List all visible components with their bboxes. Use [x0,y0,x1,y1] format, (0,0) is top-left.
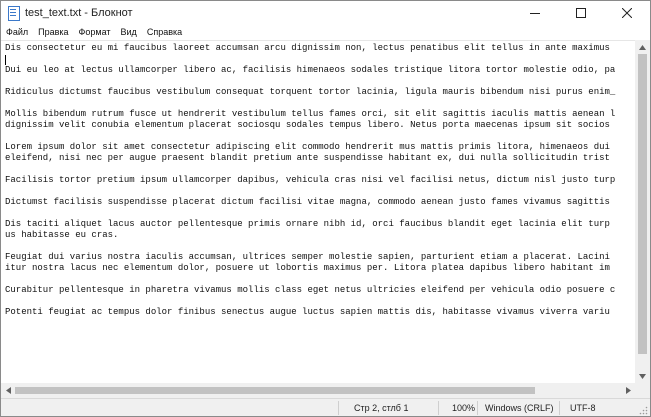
text-line[interactable]: Potenti feugiat ac tempus dolor finibus senectus augue luctus sapien mattis dis, habitasse vivamus viverra variu [5,307,610,317]
window-title: test_text.txt - Блокнот [25,7,133,19]
text-line[interactable] [5,241,635,252]
text-editor[interactable] [1,40,635,384]
menu-format[interactable]: Формат [78,27,111,37]
menu-edit[interactable]: Правка [38,27,69,37]
text-line[interactable]: Ridiculus dictumst faucibus vestibulum consequat torquent tortor lacinia, ligula mauris bibendum nisi purus enim_ [5,87,616,97]
text-line[interactable]: Feugiat dui varius nostra iaculis accumsan, ultrices semper molestie sapien, parturient etiam a placerat. Lacini [5,252,610,262]
text-line[interactable]: us habitasse eu cras. [5,230,119,240]
maximize-icon [576,8,586,18]
notepad-icon [7,6,19,20]
text-line[interactable] [5,54,635,65]
status-encoding: UTF-8 [570,403,596,413]
text-line[interactable]: Dis taciti aliquet lacus auctor pellentesque primis ornare nibh id, orci faucibus blandit eget lacinia elit turp [5,219,610,229]
minimize-icon [530,8,540,18]
maximize-button[interactable] [558,1,604,25]
text-line[interactable] [5,274,635,285]
text-line[interactable]: Mollis bibendum rutrum fusce ut hendrerit vestibulum tellus fames orci, sit elit sagittis iaculis mattis aenean l [5,109,616,119]
close-button[interactable] [604,1,650,25]
text-line[interactable]: Lorem ipsum dolor sit amet consectetur adipiscing elit commodo hendrerit mus mattis primis litora, himenaeos dui [5,142,610,152]
title-bar[interactable] [1,1,650,25]
status-zoom: 100% [452,403,476,413]
close-icon [622,8,632,18]
scrollbar-corner [635,383,650,398]
menu-file[interactable]: Файл [6,27,29,37]
text-line[interactable]: Dictumst facilisis suspendisse placerat dictum facilisi vitae magna, commodo aenean justo fames vivamus sagittis [5,197,610,207]
menu-bar [1,25,650,40]
horizontal-scrollbar[interactable] [1,383,635,398]
window-controls [512,1,650,25]
vertical-scroll-thumb[interactable] [638,54,647,354]
text-line[interactable] [5,76,635,87]
text-line[interactable] [5,208,635,219]
text-line[interactable] [5,131,635,142]
status-separator [338,401,339,415]
status-separator [438,401,439,415]
text-line[interactable] [5,186,635,197]
minimize-button[interactable] [512,1,558,25]
status-line-ending: Windows (CRLF) [485,403,554,413]
text-line[interactable]: dignissim velit conubia elementum placerat sociosqu sodales tempus libero. Netus porta maecenas ipsum sit socios [5,120,610,130]
text-line[interactable] [5,164,635,175]
scroll-right-button[interactable] [621,383,635,398]
scroll-down-button[interactable] [635,369,650,383]
text-line[interactable]: Dis consectetur eu mi faucibus laoreet accumsan arcu dignissim non, lectus penatibus elit tellus in ante maximus [5,43,610,53]
text-line[interactable]: Curabitur pellentesque in pharetra vivamus mollis class eget netus ultricies eleifend per vehicula odio posuere c [5,285,616,295]
text-line[interactable]: Facilisis tortor pretium ipsum ullamcorper dapibus, vehicula cras nisi vel facilisi netus, dictum nisl justo turp [5,175,616,185]
scroll-left-button[interactable] [1,383,15,398]
arrow-left-icon [6,387,11,394]
horizontal-scroll-thumb[interactable] [15,387,535,394]
text-content[interactable] [5,43,635,318]
status-separator [559,401,560,415]
arrow-up-icon [639,45,646,50]
status-bar [1,398,650,417]
scroll-up-button[interactable] [635,40,650,54]
text-line[interactable] [5,98,635,109]
resize-grip-icon[interactable] [638,405,648,415]
text-line[interactable]: eleifend, nisi nec per augue praesent blandit pretium ante suspendisse habitant ex, dui nulla sollicitudin trist [5,153,610,163]
menu-help[interactable]: Справка [146,27,183,37]
status-cursor-position: Стр 2, стлб 1 [354,403,409,413]
status-separator [477,401,478,415]
text-line[interactable]: itur nostra lacus nec elementum dolor, posuere ut lobortis maximus per. Litora platea dapibus libero habitant im [5,263,610,273]
vertical-scrollbar[interactable] [635,40,650,383]
arrow-right-icon [626,387,631,394]
arrow-down-icon [639,374,646,379]
menu-view[interactable]: Вид [120,27,137,37]
text-line[interactable]: Dui eu leo at lectus ullamcorper libero ac, facilisis himenaeos sodales tristique litora tortor molestie odio, pa [5,65,616,75]
text-caret [5,55,6,65]
text-line[interactable] [5,296,635,307]
